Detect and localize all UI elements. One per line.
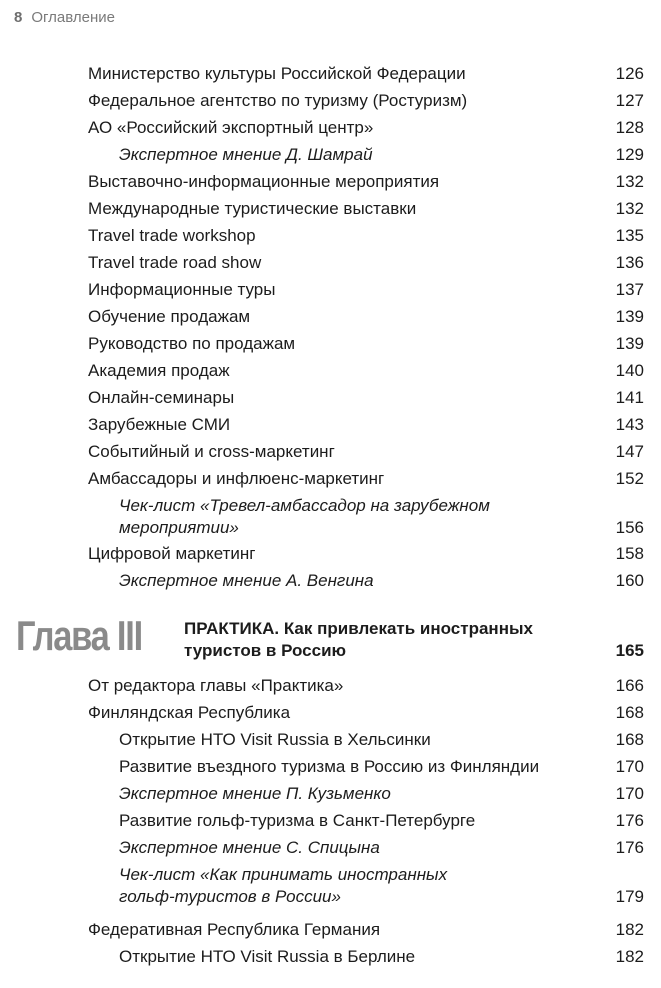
toc-entry-page: 129 <box>615 145 644 164</box>
toc-entry-title: Зарубежные СМИ <box>88 415 231 434</box>
running-header-title: Оглавление <box>31 9 115 26</box>
toc-entry-page: 132 <box>615 199 644 218</box>
toc-entry-title: Информационные туры <box>88 280 276 299</box>
toc-entry-title: Руководство по продажам <box>88 334 296 353</box>
toc-entry[interactable] <box>88 306 644 328</box>
toc-subentry[interactable] <box>119 837 644 859</box>
toc-entry-page: 147 <box>615 442 644 461</box>
toc-subentry[interactable] <box>119 810 644 832</box>
toc-entry[interactable] <box>88 387 644 409</box>
toc-entry-title: Экспертное мнение П. Кузьменко <box>119 784 391 803</box>
toc-entry[interactable] <box>88 279 644 301</box>
toc-entry-page: 140 <box>615 361 644 380</box>
toc-subentry[interactable] <box>119 946 644 968</box>
toc-subentry[interactable] <box>119 864 644 908</box>
toc-entry-page: 168 <box>615 703 644 722</box>
toc-entry-page: 126 <box>615 64 644 83</box>
toc-entry-page: 160 <box>615 571 644 590</box>
toc-entry-page: 139 <box>615 334 644 353</box>
toc-entry-page: 182 <box>615 947 644 966</box>
toc-entry-page: 170 <box>615 784 644 803</box>
chapter-label: Глава III <box>16 612 142 659</box>
toc-entry-title: От редактора главы «Практика» <box>88 676 344 695</box>
toc-entry-page: 179 <box>615 887 644 906</box>
toc-entry-page: 132 <box>615 172 644 191</box>
toc-entry-title: Амбассадоры и инфлюенс-маркетинг <box>88 469 385 488</box>
toc-entry-title: Академия продаж <box>88 361 230 380</box>
toc-entry-title: Федеративная Республика Германия <box>88 920 381 939</box>
chapter-title[interactable]: ПРАКТИКА. Как привлекать иностранных туристов в Россию <box>184 619 533 660</box>
toc-entry-page: 168 <box>615 730 644 749</box>
toc-entry-title: Событийный и cross-маркетинг <box>88 442 335 461</box>
toc-entry[interactable] <box>88 117 644 139</box>
toc-entry[interactable] <box>88 252 644 274</box>
toc-entry-page: 139 <box>615 307 644 326</box>
toc-entry[interactable] <box>88 543 644 565</box>
running-header <box>14 9 115 26</box>
toc-entry-page: 166 <box>615 676 644 695</box>
toc-subentry[interactable] <box>119 570 644 592</box>
toc-entry-page: 176 <box>615 838 644 857</box>
toc-entry-page: 143 <box>615 415 644 434</box>
toc-subentry[interactable] <box>119 144 644 166</box>
toc-entry-title: Travel trade workshop <box>88 226 256 245</box>
toc-entry-title: Экспертное мнение С. Спицына <box>119 838 380 857</box>
toc-entry-page: 152 <box>615 469 644 488</box>
toc-entry[interactable] <box>88 441 644 463</box>
toc-entry[interactable] <box>88 468 644 490</box>
toc-entry-title: Открытие НТО Visit Russia в Берлине <box>119 947 416 966</box>
toc-entry-page: 136 <box>615 253 644 272</box>
toc-subentry[interactable] <box>119 495 644 539</box>
toc-entry[interactable] <box>88 90 644 112</box>
toc-entry-title: Развитие гольф-туризма в Санкт-Петербурге <box>119 811 476 830</box>
toc-entry-page: 176 <box>615 811 644 830</box>
toc-entry-page: 135 <box>615 226 644 245</box>
toc-entry-page: 182 <box>615 920 644 939</box>
toc-entry-page: 141 <box>615 388 644 407</box>
page-number: 8 <box>14 9 23 26</box>
toc-entry-title: Международные туристические выставки <box>88 199 417 218</box>
toc-entry-page: 137 <box>615 280 644 299</box>
toc-entry-title: Обучение продажам <box>88 307 251 326</box>
toc-entry[interactable] <box>88 675 644 697</box>
toc-entry-page: 170 <box>615 757 644 776</box>
toc-entry[interactable] <box>88 919 644 941</box>
toc-entry-title: Цифровой маркетинг <box>88 544 256 563</box>
toc-subentry[interactable] <box>119 729 644 751</box>
toc-entry-page: 158 <box>615 544 644 563</box>
toc-entry-title: Экспертное мнение Д. Шамрай <box>119 145 373 164</box>
toc-entry-title: Министерство культуры Российской Федерации <box>88 64 466 83</box>
toc-entry[interactable] <box>88 414 644 436</box>
toc-entry[interactable] <box>88 333 644 355</box>
toc-subentry[interactable] <box>119 783 644 805</box>
toc-entry[interactable] <box>88 171 644 193</box>
toc-entry-title: Выставочно-информационные мероприятия <box>88 172 440 191</box>
toc-entry-page: 127 <box>615 91 644 110</box>
toc-entry-title: Федеральное агентство по туризму (Ростуризм) <box>88 91 468 110</box>
toc-entry-title: Travel trade road show <box>88 253 262 272</box>
toc-subentry[interactable] <box>119 756 644 778</box>
toc-entry[interactable] <box>88 63 644 85</box>
toc-entry-title: Открытие НТО Visit Russia в Хельсинки <box>119 730 431 749</box>
toc-entry-title: Онлайн-семинары <box>88 388 235 407</box>
toc-entry[interactable] <box>88 702 644 724</box>
toc-entry[interactable] <box>88 225 644 247</box>
toc-entry-title: Развитие въездного туризма в Россию из Финляндии <box>119 757 540 776</box>
toc-entry[interactable] <box>88 360 644 382</box>
toc-entry-page: 156 <box>615 518 644 537</box>
toc-entry-title: Экспертное мнение А. Венгина <box>119 571 374 590</box>
toc-entry-title: Чек-лист «Тревел-амбассадор на зарубежном мероприятии» <box>119 496 490 537</box>
toc-entry-title: АО «Российский экспортный центр» <box>88 118 374 137</box>
toc-entry[interactable] <box>88 198 644 220</box>
toc-entry-page: 128 <box>615 118 644 137</box>
chapter-page: 165 <box>615 641 644 660</box>
toc-entry-title: Финляндская Республика <box>88 703 291 722</box>
toc-entry-title: Чек-лист «Как принимать иностранных гольф-туристов в России» <box>119 865 448 906</box>
